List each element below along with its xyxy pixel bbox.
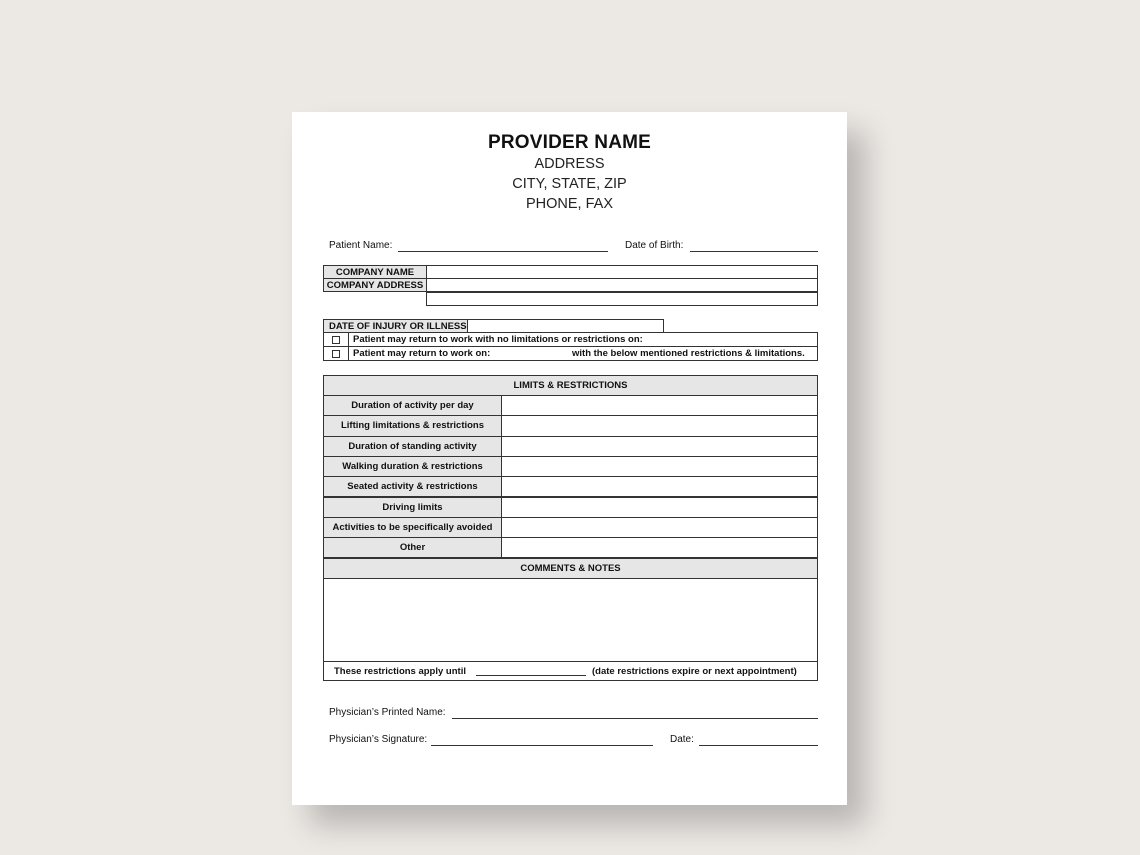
- limits-row-value[interactable]: [501, 497, 818, 518]
- apply-prefix-text: These restrictions apply until: [334, 665, 466, 677]
- limits-row-label: Lifting limitations & restrictions: [323, 415, 502, 436]
- limits-row-label: Activities to be specifically avoided: [323, 517, 502, 538]
- injury-date-label: DATE OF INJURY OR ILLNESS: [323, 319, 468, 333]
- limits-row-label: Duration of activity per day: [323, 395, 502, 416]
- company-name-label: COMPANY NAME: [323, 265, 427, 279]
- apply-suffix-text: (date restrictions expire or next appointment): [592, 665, 797, 677]
- limits-row-label: Walking duration & restrictions: [323, 456, 502, 477]
- provider-name: PROVIDER NAME: [487, 132, 652, 153]
- comments-field[interactable]: [323, 578, 818, 662]
- option1-checkbox-cell[interactable]: [323, 332, 349, 347]
- option1-row: [348, 332, 818, 347]
- limits-row-label: Seated activity & restrictions: [323, 476, 502, 497]
- signature-date-label: Date:: [670, 734, 694, 745]
- restrictions-apply-row: [323, 661, 818, 681]
- company-address-field-1[interactable]: [426, 278, 818, 292]
- limits-row-value[interactable]: [501, 395, 818, 416]
- option2-prefix-text: Patient may return to work on:: [353, 348, 491, 359]
- comments-title: COMMENTS & NOTES: [323, 558, 818, 579]
- limits-title: LIMITS & RESTRICTIONS: [323, 375, 818, 396]
- patient-name-label: Patient Name:: [329, 240, 393, 251]
- company-name-field[interactable]: [426, 265, 818, 279]
- provider-address: ADDRESS: [534, 156, 605, 172]
- apply-until-field[interactable]: [476, 675, 586, 676]
- limits-row-label: Duration of standing activity: [323, 436, 502, 457]
- option1-text: Patient may return to work with no limitations or restrictions on:: [353, 334, 643, 345]
- option2-row: [348, 346, 818, 361]
- limits-row-value[interactable]: [501, 456, 818, 477]
- dob-label: Date of Birth:: [625, 240, 684, 251]
- checkbox-icon[interactable]: [332, 350, 340, 358]
- provider-city-state-zip: CITY, STATE, ZIP: [512, 176, 627, 192]
- option2-checkbox-cell[interactable]: [323, 346, 349, 361]
- injury-date-field[interactable]: [467, 319, 664, 333]
- form-page: [292, 112, 847, 805]
- company-address-field-2[interactable]: [426, 292, 818, 306]
- provider-phone-fax: PHONE, FAX: [525, 196, 614, 212]
- company-address-label: COMPANY ADDRESS: [323, 278, 427, 292]
- limits-row-label: Other: [323, 537, 502, 558]
- patient-name-field[interactable]: [398, 251, 608, 252]
- limits-row-value[interactable]: [501, 537, 818, 558]
- signature-field[interactable]: [431, 745, 653, 746]
- dob-field[interactable]: [690, 251, 818, 252]
- checkbox-icon[interactable]: [332, 336, 340, 344]
- printed-name-field[interactable]: [452, 718, 818, 719]
- limits-row-label: Driving limits: [323, 497, 502, 518]
- printed-name-label: Physician’s Printed Name:: [329, 707, 446, 718]
- limits-row-value[interactable]: [501, 476, 818, 497]
- limits-row-value[interactable]: [501, 415, 818, 436]
- signature-date-field[interactable]: [699, 745, 818, 746]
- option2-suffix-text: with the below mentioned restrictions & limitations.: [572, 348, 805, 359]
- limits-row-value[interactable]: [501, 436, 818, 457]
- signature-label: Physician’s Signature:: [329, 734, 428, 745]
- limits-row-value[interactable]: [501, 517, 818, 538]
